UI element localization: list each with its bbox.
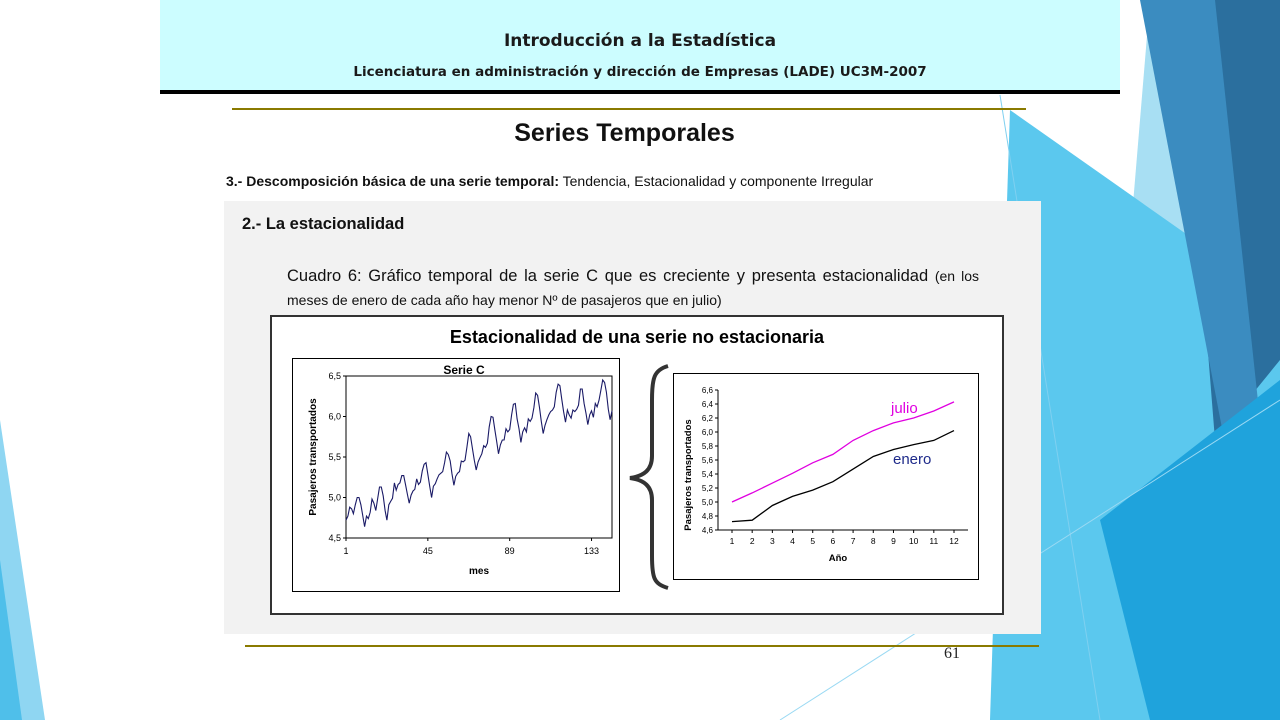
chart1-y-axis-label: Pasajeros transportados	[308, 398, 319, 516]
bottom-rule	[245, 645, 1039, 647]
chart1-x-tick-label: 45	[422, 546, 433, 556]
chart2-series-enero-label: enero	[893, 451, 932, 468]
chart2-x-tick-label: 4	[790, 536, 795, 546]
chart2-x-tick-label: 9	[891, 536, 896, 546]
chart2-y-tick-label: 6,6	[701, 386, 713, 395]
chart2-x-tick-label: 5	[810, 536, 816, 546]
chart1-x-axis-label: mes	[468, 566, 490, 577]
curly-brace	[620, 360, 670, 592]
caption-note: (en los meses de enero de cada año hay menor Nº de pasajeros que en julio)	[287, 268, 979, 308]
chart2-x-tick-label: 10	[908, 536, 919, 546]
chart2-x-tick-label: 2	[749, 536, 755, 546]
chart2-x-tick-label: 12	[949, 536, 959, 546]
chart2-y-tick-label: 6,4	[701, 400, 713, 409]
chart2-x-axis-label: Año	[828, 553, 848, 564]
slide-title: Series Temporales	[514, 119, 735, 147]
chart2-border	[674, 374, 979, 580]
chart2-x-tick-label: 7	[850, 536, 856, 546]
chart1-y-tick-label: 6,5	[328, 371, 341, 381]
chart2-x-tick-label: 11	[929, 536, 939, 546]
chart2-y-tick-label: 5,0	[701, 498, 713, 507]
chart2-y-tick-label: 5,6	[701, 456, 713, 465]
chart2-x-tick-label: 1	[729, 536, 735, 546]
chart2-y-tick-label: 6,0	[701, 428, 713, 437]
caption-main: Cuadro 6: Gráfico temporal de la serie C que es creciente y presenta estacionalidad	[287, 267, 929, 285]
chart2-y-tick-label: 5,8	[701, 442, 713, 451]
chart1-y-tick-label: 6,0	[328, 411, 341, 422]
figure-caption	[287, 264, 979, 312]
page-number: 61	[944, 645, 960, 662]
section-heading	[226, 173, 873, 189]
serie-c-chart	[292, 358, 620, 592]
chart1-x-tick-label: 1	[343, 546, 349, 556]
annual-comparison-chart	[673, 373, 979, 580]
section-heading-bold: 3.- Descomposición básica de una serie temporal:	[226, 173, 559, 189]
top-rule	[232, 108, 1026, 110]
chart2-x-tick-label: 8	[870, 536, 876, 546]
chart1-y-tick-label: 4,5	[328, 533, 341, 543]
subsection-title: 2.- La estacionalidad	[242, 215, 405, 233]
header-band	[160, 0, 1120, 94]
chart1-y-tick-label: 5,5	[328, 452, 341, 462]
chart2-y-tick-label: 6,2	[701, 414, 713, 423]
chart2-y-tick-label: 5,2	[701, 484, 713, 493]
chart1-x-tick-label: 133	[584, 546, 600, 556]
chart2-y-tick-label: 5,4	[701, 470, 713, 479]
chart1-title: Serie C	[443, 363, 485, 377]
section-heading-rest: Tendencia, Estacionalidad y componente Irregular	[562, 173, 874, 189]
chart2-y-tick-label: 4,8	[701, 512, 713, 521]
chart2-y-tick-label: 4,6	[701, 526, 713, 535]
header-subtitle: Licenciatura en administración y dirección de Empresas (LADE) UC3M-2007	[353, 64, 927, 80]
figure-title: Estacionalidad de una serie no estacionaria	[449, 327, 825, 347]
chart2-x-tick-label: 3	[769, 536, 775, 546]
chart1-y-tick-label: 5,0	[328, 492, 341, 503]
chart1-x-tick-label: 89	[504, 546, 515, 556]
chart2-x-tick-label: 6	[830, 536, 836, 546]
chart2-series-julio-label: julio	[891, 400, 918, 417]
chart2-y-axis-label: Pasajeros transportados	[683, 419, 694, 531]
header-title: Introducción a la Estadística	[503, 31, 777, 51]
